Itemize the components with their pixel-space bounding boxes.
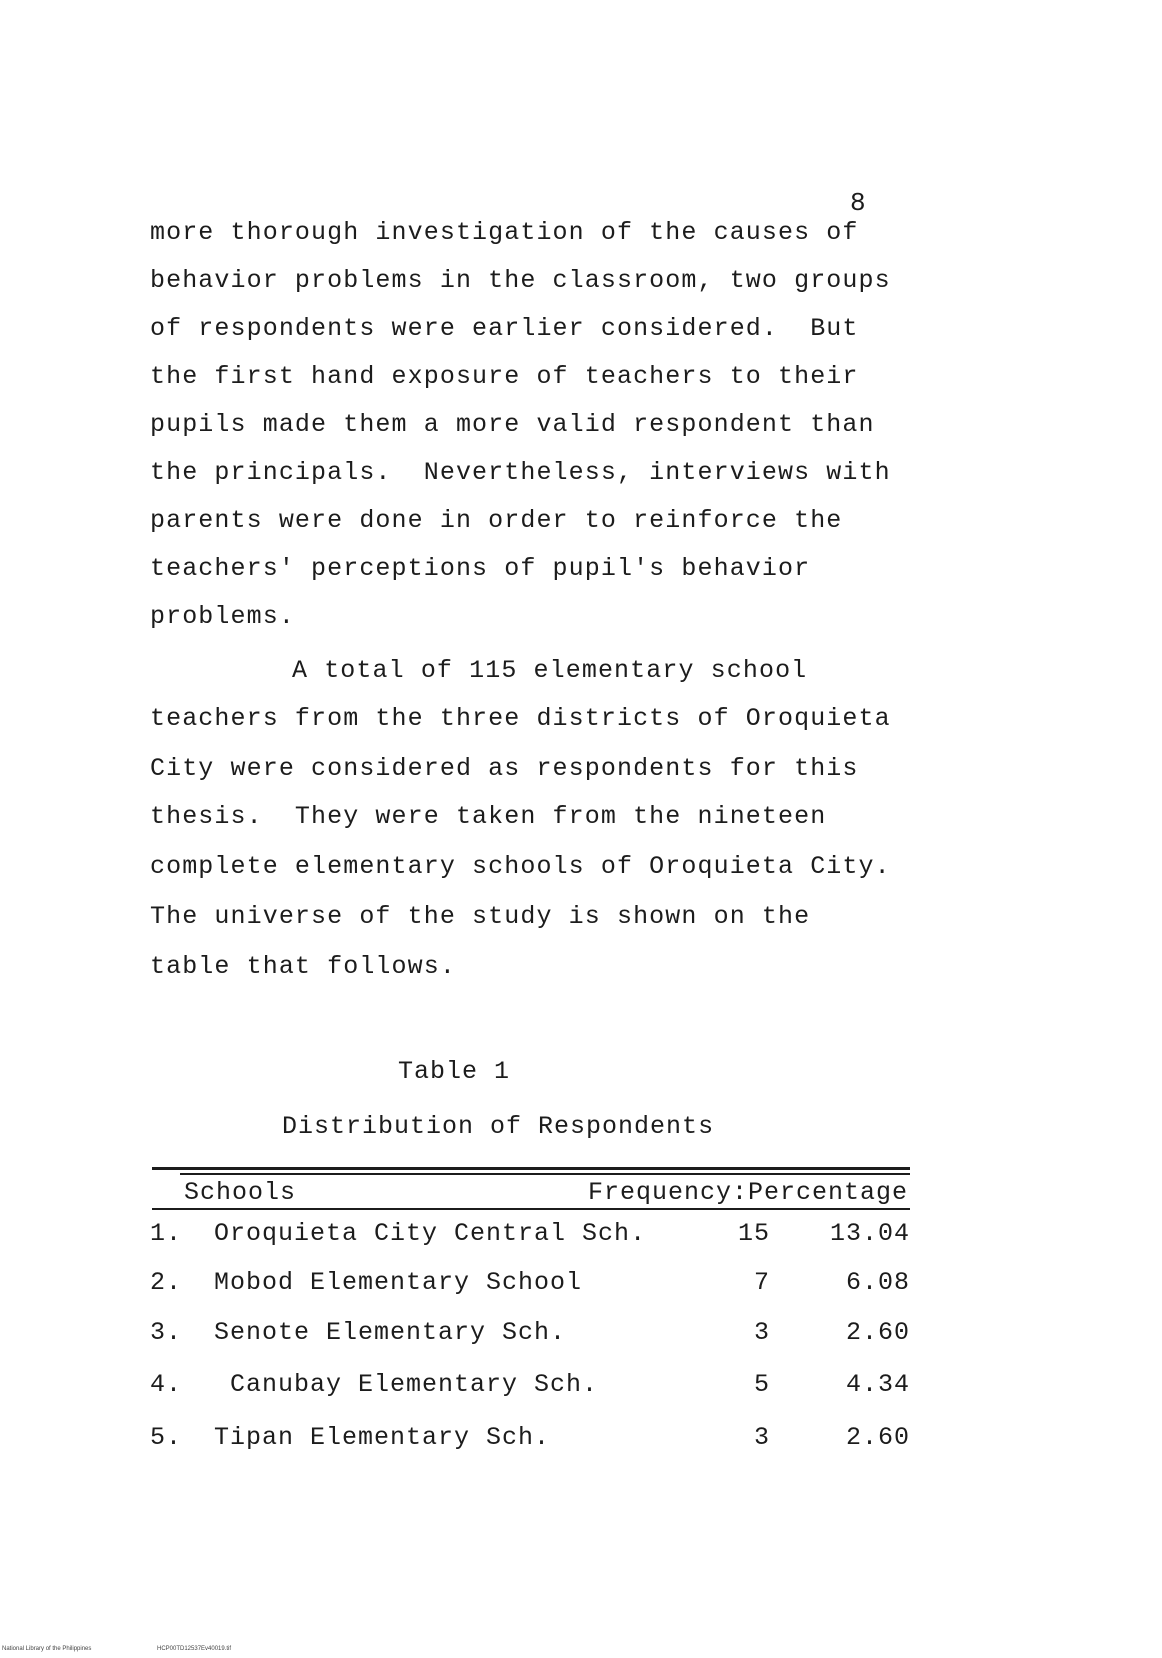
frequency-value: 3 bbox=[753, 1318, 770, 1347]
table-top-rule bbox=[152, 1167, 910, 1170]
table-caption: Distribution of Respondents bbox=[282, 1112, 715, 1141]
table-row bbox=[150, 1370, 910, 1400]
text-line: parents were done in order to reinforce the bbox=[150, 506, 843, 535]
percentage-value: 13.04 bbox=[829, 1219, 910, 1248]
frequency-value: 7 bbox=[753, 1268, 770, 1297]
text-line: problems. bbox=[150, 602, 295, 631]
frequency-value: 3 bbox=[753, 1423, 770, 1452]
table-label: Table 1 bbox=[398, 1057, 511, 1086]
percentage-value: 2.60 bbox=[845, 1423, 910, 1452]
text-line: A total of 115 elementary school bbox=[292, 656, 808, 685]
page-number: 8 bbox=[850, 188, 866, 218]
text-line: more thorough investigation of the causes of bbox=[150, 218, 859, 247]
row-number: 1. bbox=[150, 1219, 183, 1248]
text-line: table that follows. bbox=[150, 952, 456, 981]
frequency-value: 15 bbox=[737, 1219, 770, 1248]
text-line: pupils made them a more valid respondent than bbox=[150, 410, 875, 439]
text-line: The universe of the study is shown on the bbox=[150, 902, 811, 931]
row-number: 3. bbox=[150, 1318, 183, 1347]
footer-library-mark: National Library of the Philippines bbox=[2, 1646, 92, 1652]
table-row bbox=[150, 1268, 910, 1298]
text-line: teachers' perceptions of pupil's behavior bbox=[150, 554, 811, 583]
school-name: Senote Elementary Sch. bbox=[214, 1318, 567, 1347]
text-line: City were considered as respondents for this bbox=[150, 754, 859, 783]
table-row bbox=[150, 1423, 910, 1453]
table-header-rule bbox=[152, 1208, 910, 1210]
text-line: complete elementary schools of Oroquieta City. bbox=[150, 852, 891, 881]
school-name: Mobod Elementary School bbox=[214, 1268, 583, 1297]
school-name: Oroquieta City Central Sch. bbox=[214, 1219, 647, 1248]
table-row bbox=[150, 1318, 910, 1348]
text-line: of respondents were earlier considered. But bbox=[150, 314, 859, 343]
text-line: teachers from the three districts of Oroquieta bbox=[150, 704, 891, 733]
column-header-frequency-percentage: Frequency:Percentage bbox=[588, 1178, 909, 1207]
percentage-value: 4.34 bbox=[845, 1370, 910, 1399]
row-number: 5. bbox=[150, 1423, 183, 1452]
column-header-schools: Schools bbox=[184, 1178, 297, 1207]
table-row bbox=[150, 1219, 910, 1249]
text-line: the first hand exposure of teachers to their bbox=[150, 362, 859, 391]
text-line: thesis. They were taken from the nineteen bbox=[150, 802, 827, 831]
school-name: Canubay Elementary Sch. bbox=[214, 1370, 599, 1399]
percentage-value: 6.08 bbox=[845, 1268, 910, 1297]
row-number: 2. bbox=[150, 1268, 183, 1297]
text-line: behavior problems in the classroom, two groups bbox=[150, 266, 891, 295]
percentage-value: 2.60 bbox=[845, 1318, 910, 1347]
text-line: the principals. Nevertheless, interviews with bbox=[150, 458, 891, 487]
school-name: Tipan Elementary Sch. bbox=[214, 1423, 551, 1452]
row-number: 4. bbox=[150, 1370, 183, 1399]
frequency-value: 5 bbox=[753, 1370, 770, 1399]
table-top-rule-second bbox=[180, 1173, 910, 1175]
footer-file-code: HCP00TD12537Ev40019.tif bbox=[157, 1646, 232, 1652]
